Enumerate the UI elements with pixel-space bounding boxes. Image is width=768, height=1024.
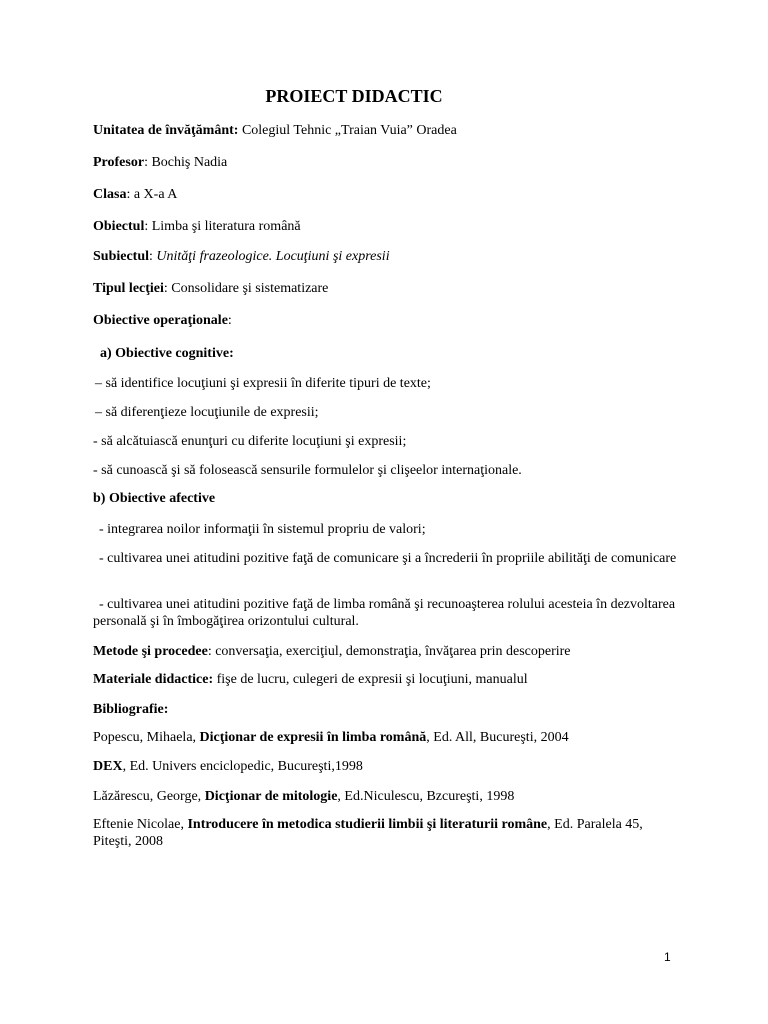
bib-author: Lăzărescu, George, — [93, 789, 205, 804]
bibliography-entry — [93, 758, 693, 775]
field-profesor — [93, 154, 693, 171]
field-obiective — [93, 312, 693, 329]
materiale-value: fişe de lucru, culegeri de expresii şi locuţiuni, manualul — [213, 672, 528, 687]
cognitive-item: – să diferenţieze locuţiunile de expresii; — [95, 405, 319, 420]
obiectul-label: Obiectul — [93, 219, 145, 234]
tipul-value: : Consolidare şi sistematizare — [163, 281, 329, 296]
field-unitatea — [93, 122, 693, 139]
unitatea-value: Colegiul Tehnic „Traian Vuia” Oradea — [238, 123, 457, 138]
obiectul-value: : Limba şi literatura română — [144, 219, 301, 234]
field-materiale — [93, 671, 693, 688]
document-title: PROIECT DIDACTIC — [265, 86, 443, 106]
bibliography-entry — [93, 816, 653, 850]
afective-item: - cultivarea unei atitudini pozitive faţă de comunicare şi a încrederii în propriile abilităţi de comunicare — [99, 551, 677, 566]
subiectul-value: Unităţi frazeologice. Locuţiuni şi expresii — [156, 249, 390, 264]
subiectul-label: Subiectul — [93, 249, 150, 264]
bib-title: Introducere în metodica studierii limbii şi literaturii române — [187, 817, 548, 832]
obiective-colon: : — [227, 313, 232, 328]
cognitive-heading: a) Obiective cognitive: — [100, 346, 234, 361]
bib-publisher: , Ed. Paralela 45, Piteşti, 2008 — [93, 817, 643, 849]
field-tipul — [93, 280, 693, 297]
bib-publisher: , Ed. Univers enciclopedic, Bucureşti,1998 — [122, 759, 363, 774]
field-metode — [93, 643, 693, 660]
afective-item: - cultivarea unei atitudini pozitive faţă de limba română şi recunoaşterea rolului acesteia în dezvoltarea personală şi în îmbogăţirea orizontului cultural. — [93, 597, 676, 629]
profesor-value: : Bochiş Nadia — [144, 155, 228, 170]
bibliografie-heading: Bibliografie: — [93, 702, 169, 717]
clasa-value: : a X-a A — [126, 187, 178, 202]
field-obiectul — [93, 218, 693, 235]
tipul-label: Tipul lecţiei — [93, 281, 164, 296]
bib-publisher: , Ed. All, Bucureşti, 2004 — [426, 730, 569, 745]
bib-title: Dicţionar de mitologie — [204, 789, 338, 804]
metode-value: : conversaţia, exerciţiul, demonstraţia, învăţarea prin descoperire — [207, 644, 571, 659]
bib-author: Popescu, Mihaela, — [93, 730, 200, 745]
subiectul-sep: : — [149, 249, 157, 264]
afective-heading: b) Obiective afective — [93, 491, 216, 506]
unitatea-label: Unitatea de învăţământ: — [93, 123, 239, 138]
cognitive-item: – să identifice locuţiuni şi expresii în diferite tipuri de texte; — [95, 376, 431, 391]
page-number: 1 — [664, 950, 671, 964]
materiale-label: Materiale didactice: — [93, 672, 214, 687]
metode-label: Metode şi procedee — [93, 644, 208, 659]
bibliography-entry — [93, 729, 693, 746]
profesor-label: Profesor — [93, 155, 145, 170]
bibliography-entry — [93, 788, 693, 805]
bib-title: Dicţionar de expresii în limba română — [199, 730, 427, 745]
bib-author: Eftenie Nicolae, — [93, 817, 188, 832]
bib-title: DEX — [93, 759, 123, 774]
bib-publisher: , Ed.Niculescu, Bzcureşti, 1998 — [337, 789, 515, 804]
cognitive-item: - să alcătuiască enunţuri cu diferite locuţiuni şi expresii; — [93, 434, 407, 449]
cognitive-item: - să cunoască şi să folosească sensurile formulelor şi clişeelor internaţionale. — [93, 463, 522, 478]
obiective-label: Obiective operaţionale — [93, 313, 228, 328]
field-clasa — [93, 186, 693, 203]
clasa-label: Clasa — [93, 187, 127, 202]
afective-item: - integrarea noilor informaţii în sistemul propriu de valori; — [99, 522, 426, 537]
field-subiectul — [93, 248, 693, 265]
